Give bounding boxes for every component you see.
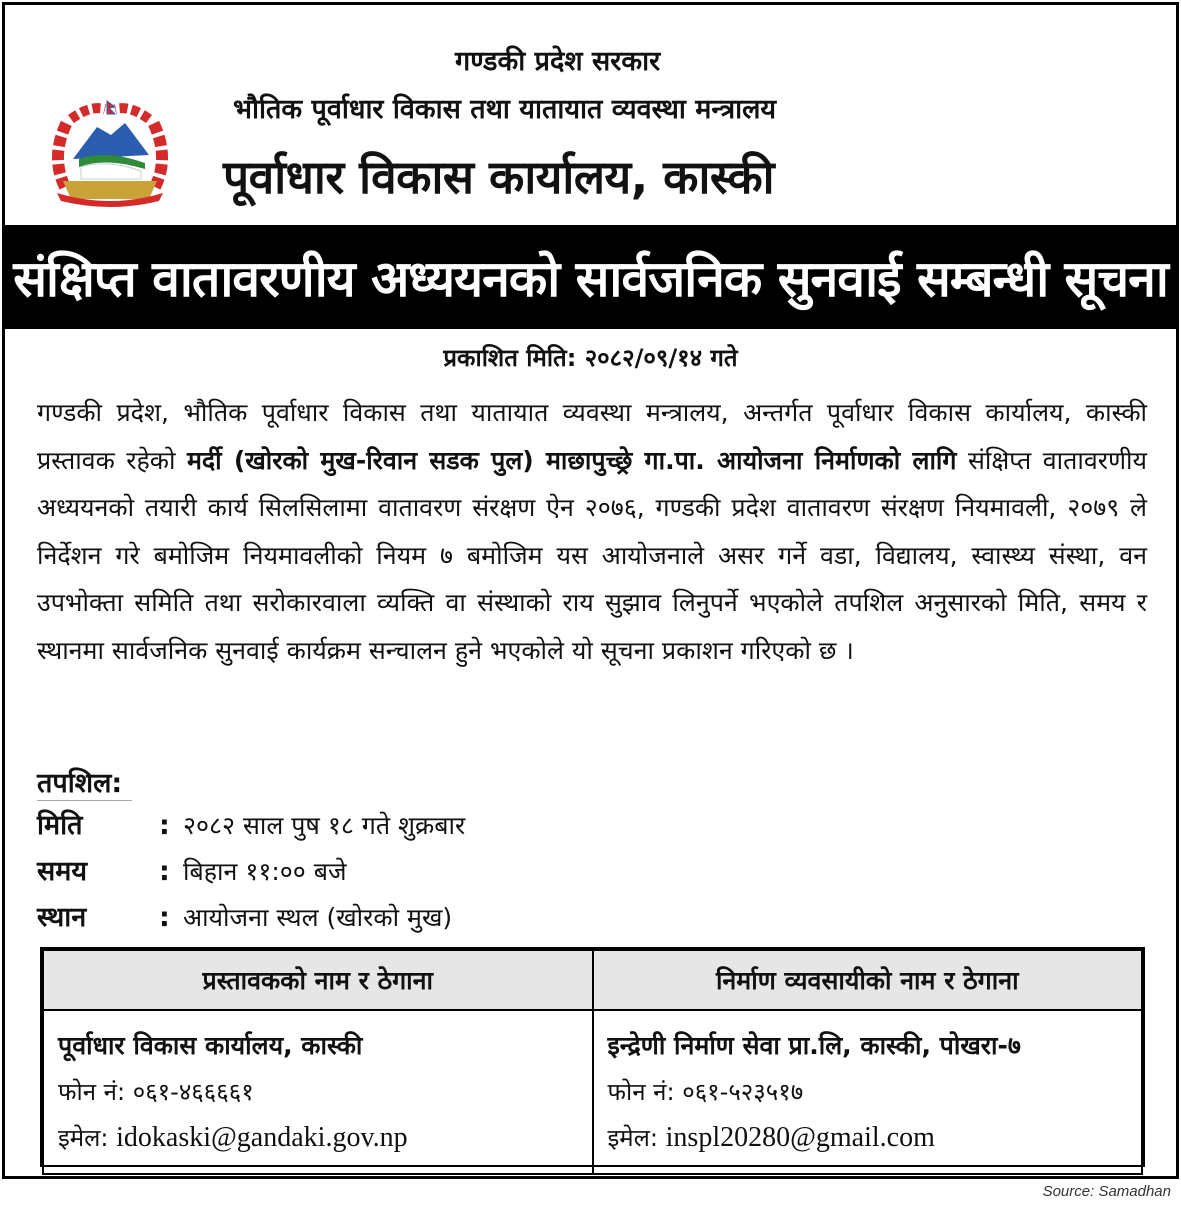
- body-part-1: गण्डकी प्रदेश, भौतिक पूर्वाधार विकास तथा यातायात व्यवस्था मन्त्रालय, अन्तर्गत पूर्वाधार विकास कार्यालय, कास्की प्रस्तावक रहेको: [37, 398, 1147, 475]
- notice-title-banner: [5, 225, 1176, 329]
- source-credit: Source: Samadhan: [1042, 1183, 1171, 1200]
- schedule-colon: :: [159, 902, 170, 933]
- ministry-name: भौतिक पूर्वाधार विकास तथा यातायात व्यवस्था मन्त्रालय: [233, 94, 777, 125]
- contractor-phone: [608, 1069, 1128, 1115]
- notice-title: संक्षिप्त वातावरणीय अध्ययनको सार्वजनिक सुनवाई सम्बन्धी सूचना: [13, 250, 1168, 308]
- email-value: inspl20280@gmail.com: [665, 1122, 935, 1153]
- notice-frame: [2, 2, 1179, 1179]
- proposer-header: प्रस्तावकको नाम र ठेगाना: [43, 950, 593, 1010]
- government-emblem-icon: [45, 97, 175, 209]
- proposer-name: पूर्वाधार विकास कार्यालय, कास्की: [58, 1031, 363, 1060]
- schedule-row-place: [37, 897, 465, 943]
- schedule-label: मिति: [37, 810, 83, 841]
- contractor-header: निर्माण व्यवसायीको नाम र ठेगाना: [593, 950, 1143, 1010]
- office-name: पूर्वाधार विकास कार्यालय, कास्की: [223, 150, 775, 204]
- phone-label: फोन नं:: [607, 1078, 675, 1106]
- schedule-value: बिहान ११:०० बजे: [183, 857, 347, 886]
- notice-header: [5, 5, 1176, 223]
- schedule-row-date: [37, 805, 465, 851]
- schedule-value: २०८२ साल पुष १८ गते शुक्रबार: [183, 811, 466, 840]
- published-value: २०८२/०९/१४ गते: [584, 344, 738, 372]
- schedule-row-time: [37, 851, 465, 897]
- contacts-table: [40, 947, 1145, 1167]
- project-name: मर्दी (खोरको मुख-रिवान सडक पुल) माछापुच्छ्रे गा.पा. आयोजना निर्माणको लागि: [186, 445, 957, 475]
- schedule-heading: तपशिल:: [37, 763, 132, 801]
- contractor-cell: [593, 1010, 1143, 1174]
- phone-value: ०६१-४६६६६१: [132, 1078, 254, 1106]
- phone-label: फोन नं:: [58, 1078, 126, 1106]
- body-part-2: संक्षिप्त वातावरणीय अध्ययनको तयारी कार्य सिलसिलामा वातावरण संरक्षण ऐन २०७६, गण्डकी प्रदेश वातावरण संरक्षण नियमावली, २०७९ ले निर्देशन गरे बमोजिम नियमावलीको नियम ७ बमोजिम यस आयोजनाले असर गर्ने वडा, विद्यालय, स्वास्थ्य संस्था, वन उपभोक्ता समिति तथा सरोकारवाला व्यक्ति वा संस्थाको राय सुझाव लिनुपर्ने भएकोले तपशिल अनुसारको मिति, समय र स्थानमा सार्वजनिक सुनवाई कार्यक्रम सन्चालन हुने भएकोले यो सूचना प्रकाशन गरिएको छ ।: [37, 445, 1147, 665]
- schedule-label: स्थान: [37, 902, 87, 933]
- notice-body: [37, 389, 1147, 674]
- proposer-cell: [43, 1010, 593, 1174]
- email-value: idokaski@gandaki.gov.np: [116, 1122, 408, 1153]
- published-date: [5, 341, 1176, 374]
- contractor-email: [608, 1115, 1128, 1161]
- schedule-colon: :: [159, 856, 170, 887]
- contractor-name: इन्द्रेणी निर्माण सेवा प्रा.लि, कास्की, पोखरा-७: [607, 1031, 1021, 1060]
- schedule-list: [37, 805, 465, 943]
- phone-value: ०६१-५२३५१७: [682, 1078, 804, 1106]
- email-label: इमेल:: [607, 1124, 658, 1152]
- proposer-email: [58, 1115, 578, 1161]
- government-name: गण्डकी प्रदेश सरकार: [455, 46, 661, 77]
- schedule-value: आयोजना स्थल (खोरको मुख): [183, 903, 453, 932]
- schedule-label: समय: [37, 856, 88, 887]
- schedule-colon: :: [159, 810, 170, 841]
- email-label: इमेल:: [58, 1124, 109, 1152]
- published-label: प्रकाशित मिति:: [443, 344, 577, 372]
- proposer-phone: [58, 1069, 578, 1115]
